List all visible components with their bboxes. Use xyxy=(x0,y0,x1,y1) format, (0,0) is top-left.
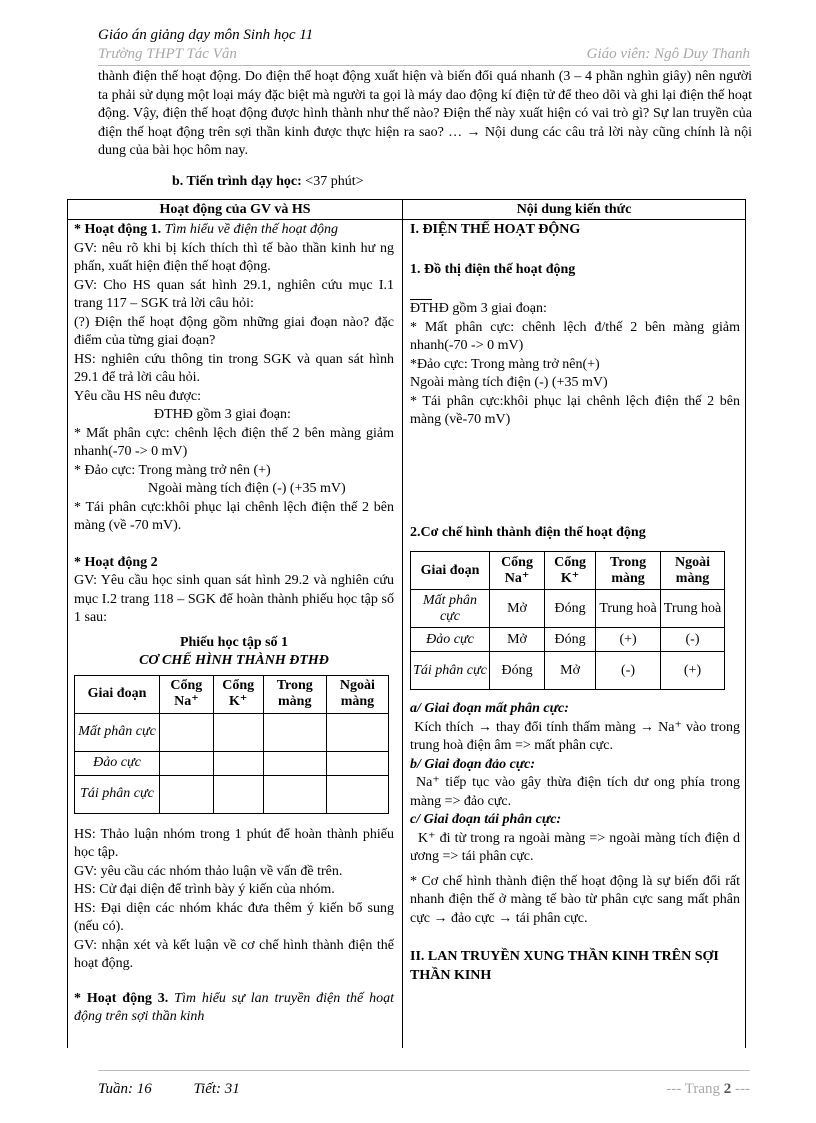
footer-week: Tuần: 16 xyxy=(98,1081,152,1097)
subsection-1-title: 1. Đồ thị điện thế hoạt động xyxy=(410,261,576,277)
col-left-header: Hoạt động của GV và HS xyxy=(68,200,402,220)
subsection-2-title: 2.Cơ chế hình thành điện thế hoạt động xyxy=(410,524,646,540)
header-divider xyxy=(98,65,750,66)
worksheet-table: Giai đoạn Cổng Na⁺ Cổng K⁺ Trong màng Ngoài màng Mất phân cực Đảo cực Tái phân cực xyxy=(74,675,389,814)
left-column: * Hoạt động 1. Tìm hiểu về điện thế hoạt động GV: nêu rõ khi bị kích thích thì tế bào thần kinh hư ng phấn, xuất hiện điện thế hoạt động. GV: Cho HS quan sát hình 29.1, nghiên cứu mục I.1 trang 117 – SGK trả lời câu hỏi: (?) Điện thế hoạt động gồm những giai đoạn nào? đặc điểm của từng giai đoạn? HS: nghiên cứu thông tin trong SGK và quan sát hình 29.1 để trả lời câu hỏi. Yêu cầu HS nêu được: ĐTHĐ gồm 3 giai đoạn: * Mất phân cực: chênh lệch điện thế 2 bên màng giảm nhanh(-70 -> 0 mV) * Đảo cực: Trong màng trở nên (+) Ngoài màng tích điện (-) (+35 mV) * Tái phân cực:khôi phục lại chênh lệch điện thế 2 bên màng (về -70 mV). * Hoạt động 2 GV: Yêu cầu học sinh quan sát hình 29.2 và nghiên cứu mục I.2 trang 118 – SGK để hoàn thành phiếu học tập số 1 sau: Phiếu học tập số 1 CƠ CHẾ HÌNH THÀNH ĐTHĐ Giai đoạn Cổng Na⁺ Cổng K⁺ Trong màng Ngoài màng Mất phân cực Đảo cực Tái phân cực HS: Thảo luận nhóm trong 1 phút để hoàn thành phiếu học tập. GV: yêu cầu các nhóm thảo luận về vấn đề trên. HS: Cử đại diện để trình bày ý kiến của nhóm. HS: Đại diện các nhóm khác đưa thêm ý kiến bổ sung (nếu có). GV: nhận xét và kết luận về cơ chế hình thành điện thế hoạt động. * Hoạt động 3. Tìm hiểu sự lan truyền điện thế hoạt động trên sợi thần kinh xyxy=(74,222,395,1024)
subheading: b. Tiến trình dạy học: <37 phút> xyxy=(172,174,364,189)
section-1-title: I. ĐIỆN THẾ HOẠT ĐỘNG xyxy=(410,222,581,237)
arrow-icon: → xyxy=(498,910,513,926)
page-footer xyxy=(98,1080,750,1099)
worksheet-subtitle: CƠ CHẾ HÌNH THÀNH ĐTHĐ xyxy=(139,653,329,668)
footer-divider xyxy=(98,1070,750,1071)
arrow-icon: → xyxy=(433,910,448,926)
doc-header-title: Giáo án giảng dạy môn Sinh học 11 xyxy=(98,27,314,43)
intro-paragraph: thành điện thế hoạt động. Do điện thế hoạt động xuất hiện và biến đổi quá nhanh (3 – 4 phần nghìn giây) nên người ta phải sử dụng một loại máy đặc biệt mà người ta gọi là máy dao động kí điện tử để theo dõi và ghi lại điện thế hoạt động. Vậy, điện thế hoạt động được hình thành như thế nào? Điện thế này xuất hiện có vai trò gì? Sự lan truyền của điện thế hoạt động trên sợi thần kinh được thực hiện ra sao? … → Nội dung các câu trả lời này cũng chính là nội dung của bài học hôm nay. xyxy=(98,69,753,158)
mechanism-table: Giai đoạn Cổng Na⁺ Cổng K⁺ Trong màng Ngoài màng Mất phân cực Mở Đóng Trung hoà Trung hoà Đảo cực Mở Đóng (+) (-) Tái phân cực Đóng Mở (-) (+) xyxy=(410,551,725,690)
subheading-time: <37 phút> xyxy=(305,174,364,189)
section-2-title: II. LAN TRUYỀN XUNG THẦN KINH TRÊN SỢI THẦN KINH xyxy=(410,949,719,983)
worksheet-title: Phiếu học tập số 1 xyxy=(179,634,289,650)
footer-lesson: Tiết: 31 xyxy=(193,1081,240,1097)
arrow-icon: → xyxy=(466,124,481,140)
lesson-table xyxy=(67,199,746,1048)
arrow-icon: → xyxy=(477,719,492,735)
doc-header-school-row xyxy=(98,45,750,64)
column-divider xyxy=(402,200,403,1048)
teacher-name: Giáo viên: Ngô Duy Thanh xyxy=(586,46,750,62)
page-number: --- Trang 2 --- xyxy=(666,1081,750,1097)
right-column: I. ĐIỆN THẾ HOẠT ĐỘNG 1. Đồ thị điện thế hoạt động ĐTHĐ gồm 3 giai đoạn: * Mất phân cực: chênh lệch đ/thế 2 bên màng giảm nhanh(-70 -> 0 mV) *Đảo cực: Trong màng trở nên(+) Ngoài màng tích điện (-) (+35 mV) * Tái phân cực:khôi phục lại chênh lệch điện thế 2 bên màng (về-70 mV) 2.Cơ chế hình thành điện thế hoạt động Giai đoạn Cổng Na⁺ Cổng K⁺ Trong màng Ngoài màng Mất phân cực Mở Đóng Trung hoà Trung hoà Đảo cực Mở Đóng (+) (-) Tái phân cực Đóng Mở (-) (+) a/ Giai đoạn mất phân cực: Kích thích → thay đổi tính thấm màng → Na⁺ vào trong trung hoà điện âm => mất phân cực. b/ Giai đoạn đảo cực: Na⁺ tiếp tục vào gây thừa điện tích dư ong phía trong màng => đảo cực. c/ Giai đoạn tái phân cực: K⁺ đi từ trong ra ngoài màng => ngoài màng tích điện d ương => tái phân cực. * Cơ chế hình thành điện thế hoạt động là sự biến đổi rất nhanh điện thế ở màng tế bào từ phân cực sang mất phân cực → đảo cực → tái phân cực. II. LAN TRUYỀN XUNG THẦN KINH TRÊN SỢI THẦN KINH xyxy=(410,221,740,985)
arrow-icon: → xyxy=(639,719,654,735)
school-name: Trường THPT Tác Vân xyxy=(98,46,237,62)
col-right-header: Nội dung kiến thức xyxy=(403,200,745,220)
